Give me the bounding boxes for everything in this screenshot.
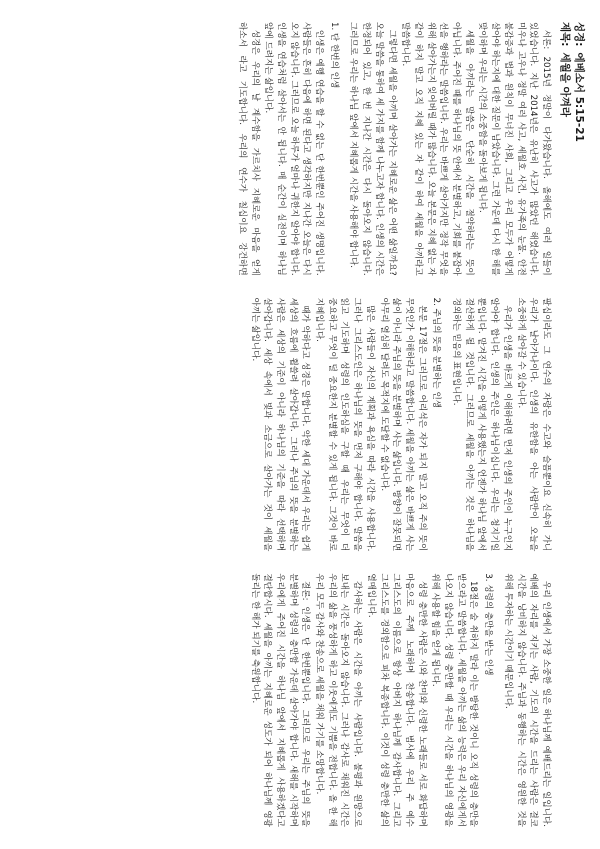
scripture-line <box>572 22 586 322</box>
body-paragraph: 인생은 예행 연습을 할 수 없는 단 한번뿐인 주어진 생명입니다. 사람들은 흔히 다음에 하면 된다고 생각하지만 지나간 오늘은 다시 오지 않습니다. 그러므로 오늘 하루가 얼마나 귀한지 알아야 합니다. 인생을 연습처럼 살아서는 안 됩니다. 매 순간이 실전이며 하나님 앞에 드려지는 삶입니다. <box>263 22 325 276</box>
section-heading: 2. 주님의 뜻을 분별하는 인생 <box>431 297 442 409</box>
body-paragraph: 우리 인생에서 가장 소중한 일은 하나님께 예배드리는 일입니다. 예배의 자리를 지키는 사람, 기도의 시간을 드리는 사람은 결코 시간을 낭비하지 않습니다. 주님과 동행하는 시간은 영원한 것을 위해 투자하는 시간이기 때문입니다. <box>502 573 551 827</box>
body-paragraph: 본문 17절은 그러므로 어리석은 자가 되지 말고 오직 주의 뜻이 무엇인가 이해하라고 말씀합니다. 세월을 아끼는 삶은 바쁘게 사는 삶이 아니라 주님의 뜻을 분별하며 사는 삶입니다. 방향이 잘못되면 아무리 열심히 달려도 목적지에 도달할 수 없습니다. <box>378 297 427 552</box>
body-paragraph: 서론: 2015년 정말이 다가왔습니다. 올해에도 여러 일들이 있었습니다. 지난 2014년은 유난히 사고가 많았던 해였습니다. 미우나 고우나 정말 여러 사고, 세월호 사건, 유가족의 눈물. 안전 불감증과 법과 원칙이 무너진 사회, 그리고 우리 모두가 어떻게 살아야 하는지에 대한 질문이 남았습니다. 그런 가운데 다시 한 해를 맞이하며 우리는 시간의 소중함을 돌아보게 됩니다. <box>477 22 551 276</box>
body-paragraph: 성령 충만한 사람은 시와 찬미와 신령한 노래들로 서로 화답하며 마음으로 주께 노래하며 찬송합니다. 범사에 우리 주 예수 그리스도의 이름으로 항상 아버지 하나님께 감사합니다. 그리고 그리스도를 경외함으로 피차 복종합니다. 이것이 성령 충만한 삶의 열매입니다. <box>365 573 427 827</box>
title-label: 제목: <box>559 22 571 47</box>
section-heading: 3. 성령의 충만을 받는 인생 <box>483 573 494 676</box>
body-paragraph: 18절은 술 취하지 말라 이는 방탕한 것이니 오직 성령의 충만을 받으라고 말씀합니다. 세월을 아끼는 삶의 능력은 우리 자신에게서 나오지 않습니다. 성령 충만할 때 우리는 시간을 하나님의 영광을 위해 사용할 힘을 얻게 됩니다. <box>430 573 479 827</box>
body-paragraph: 결론: 인생은 단 한번뿐입니다. 그러므로 우리는 주님의 뜻을 분별하며 성령의 충만함 가운데 살아가야 합니다. 새해를 시작하며 우리에게 주어진 시간을 하나님 앞에서 지혜롭게 사용하겠다고 결단합시다. 세월을 아끼는 지혜로운 성도가 되어 하나님께 영광 돌리는 한 해가 되기를 축원합니다. <box>249 573 311 827</box>
title-line <box>558 22 572 322</box>
section-heading: 1. 단 한번의 인생 <box>328 22 339 89</box>
body-paragraph: 때가 악하다고 성경은 말합니다. 악한 세대 가운데서 우리는 쉽게 세상의 흐름에 휩쓸려 살아갑니다. 그러나 주님의 뜻을 분별하는 사람은 세상의 기준이 아니라 하나님의 기준을 따라 선택하며 살아갑니다. 세상 속에서 빛과 소금으로 살아가는 것이 세월을 아끼는 삶입니다. <box>249 297 311 552</box>
body-paragraph: 성경은 우리의 날 계수함을 가르치사 지혜로운 마음을 얻게 하소서 라고 기도합니다. 우리의 연수가 칠십이요 강건하면 팔십이라도 그 연수의 자랑은 수고와 슬픔뿐이요 신속히 가니 우리가 날아가나이다. 인생의 유한함을 아는 사람만이 오늘을 소중하게 살아갈 수 있습니다. <box>236 22 551 552</box>
body-paragraph: 우리가 인생을 바르게 이해하려면 먼저 인생의 주인이 누구인지 알아야 합니다. 인생의 주인은 하나님이십니다. 우리는 청지기일 뿐입니다. 맡겨진 시간을 어떻게 사용했는지 언젠가 하나님 앞에서 결산하게 될 것입니다. 그러므로 세월을 아끼는 것은 하나님을 경외하는 믿음의 표현입니다. <box>451 297 512 552</box>
scripture-label: 성경: <box>573 22 585 47</box>
body-paragraph: 감사하는 사람은 시간을 아끼는 사람입니다. 불평과 원망으로 보내는 시간은 돌아오지 않습니다. 그러나 감사로 채워진 시간은 우리의 삶을 풍성하게 하고 이웃에게도 기쁨을 전합니다. 올 한 해 우리 모두 감사와 찬송으로 세월을 채워 가기를 소망합니다. <box>314 573 363 827</box>
body-paragraph: 그렇다면 세월을 아끼며 살아가는 지혜로운 삶은 어떤 삶일까요? 오늘 말씀을 통하여 세 가지를 함께 나누고자 합니다. 인생의 시간은 한정되어 있고, 한 번 지나간 시간은 다시 돌아오지 않습니다. 그러므로 우리는 하나님 앞에서 지혜롭게 시간을 사용해야 합니다. <box>348 22 397 276</box>
sermon-body <box>10 22 552 827</box>
body-paragraph: 세월을 아끼라는 말씀은 단순히 시간을 절약하라는 뜻이 아닙니다. 주어진 때를 하나님의 뜻 안에서 분별하고, 기회를 붙잡아 선을 행하라는 말씀입니다. 우리는 바쁘게 살아가지만 정작 무엇을 위해 살아가는지 잊어버릴 때가 많습니다. 오늘 본문은 지혜 없는 자 같이 하지 말고 오직 지혜 있는 자 같이 하여 세월을 아끼라고 말씀합니다. <box>400 22 474 276</box>
scripture-reference: 에베소서 5:15-21 <box>573 52 585 142</box>
body-paragraph: 많은 사람들이 자신의 계획과 욕심을 따라 시간을 사용합니다. 그러나 그리스도인은 하나님의 뜻을 먼저 구해야 합니다. 말씀을 읽고 기도하며 성령의 인도하심을 구할 때 우리는 무엇이 더 중요하고 무엇이 덜 중요한지 분별할 수 있게 됩니다. 그것이 바로 지혜입니다. <box>314 297 375 552</box>
sermon-title: 세월을 아껴라 <box>559 52 571 118</box>
